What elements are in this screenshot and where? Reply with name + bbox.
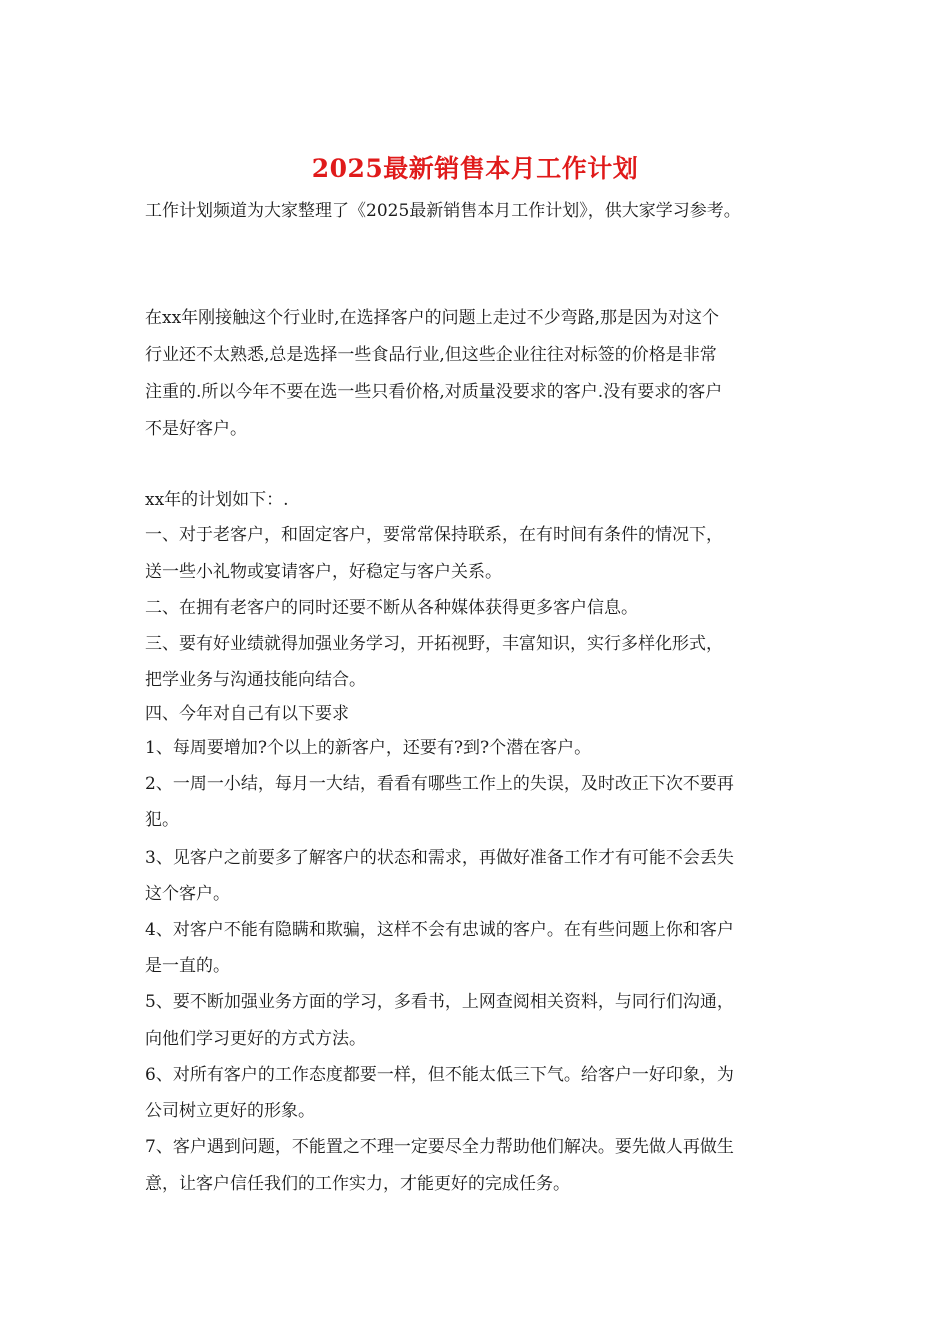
plan-line: 把学业务与沟通技能向结合。	[145, 670, 366, 690]
plan-line: 6、对所有客户的工作态度都要一样，但不能太低三下气。给客户一好印象，为	[145, 1065, 734, 1085]
paragraph-line: 注重的.所以今年不要在选一些只看价格,对质量没要求的客户.没有要求的客户	[145, 382, 723, 402]
plan-line: 1、每周要增加?个以上的新客户，还要有?到?个潜在客户。	[145, 738, 592, 758]
plan-line: 三、要有好业绩就得加强业务学习，开拓视野，丰富知识，实行多样化形式，	[145, 634, 723, 654]
paragraph-line: 在xx年刚接触这个行业时,在选择客户的问题上走过不少弯路,那是因为对这个	[145, 308, 719, 328]
plan-line: 3、见客户之前要多了解客户的状态和需求，再做好准备工作才有可能不会丢失	[145, 848, 734, 868]
paragraph-line: 不是好客户。	[145, 419, 247, 439]
plan-line: 送一些小礼物或宴请客户，好稳定与客户关系。	[145, 562, 502, 582]
plan-line: 7、客户遇到问题，不能置之不理一定要尽全力帮助他们解决。要先做人再做生	[145, 1137, 734, 1157]
plan-line: 二、在拥有老客户的同时还要不断从各种媒体获得更多客户信息。	[145, 598, 638, 618]
plan-line: 意，让客户信任我们的工作实力，才能更好的完成任务。	[145, 1174, 570, 1194]
plan-line: 4、对客户不能有隐瞒和欺骗，这样不会有忠诚的客户。在有些问题上你和客户	[145, 920, 734, 940]
plan-line: 向他们学习更好的方式方法。	[145, 1029, 366, 1049]
intro-line: 工作计划频道为大家整理了《2025最新销售本月工作计划》，供大家学习参考。	[145, 201, 741, 221]
plan-line: 是一直的。	[145, 956, 230, 976]
plan-line: 公司树立更好的形象。	[145, 1101, 315, 1121]
paragraph-line: 行业还不太熟悉,总是选择一些食品行业,但这些企业往往对标签的价格是非常	[145, 345, 717, 365]
plan-heading: xx年的计划如下：.	[145, 490, 289, 510]
plan-line: 犯。	[145, 810, 179, 830]
plan-line: 四、今年对自己有以下要求	[145, 704, 349, 724]
plan-line: 一、对于老客户，和固定客户，要常常保持联系，在有时间有条件的情况下，	[145, 525, 723, 545]
plan-line: 这个客户。	[145, 884, 230, 904]
plan-line: 2、一周一小结，每月一大结，看看有哪些工作上的失误，及时改正下次不要再	[145, 774, 734, 794]
plan-line: 5、要不断加强业务方面的学习，多看书，上网查阅相关资料，与同行们沟通，	[145, 992, 734, 1012]
document-title: 2025最新销售本月工作计划	[311, 154, 639, 183]
